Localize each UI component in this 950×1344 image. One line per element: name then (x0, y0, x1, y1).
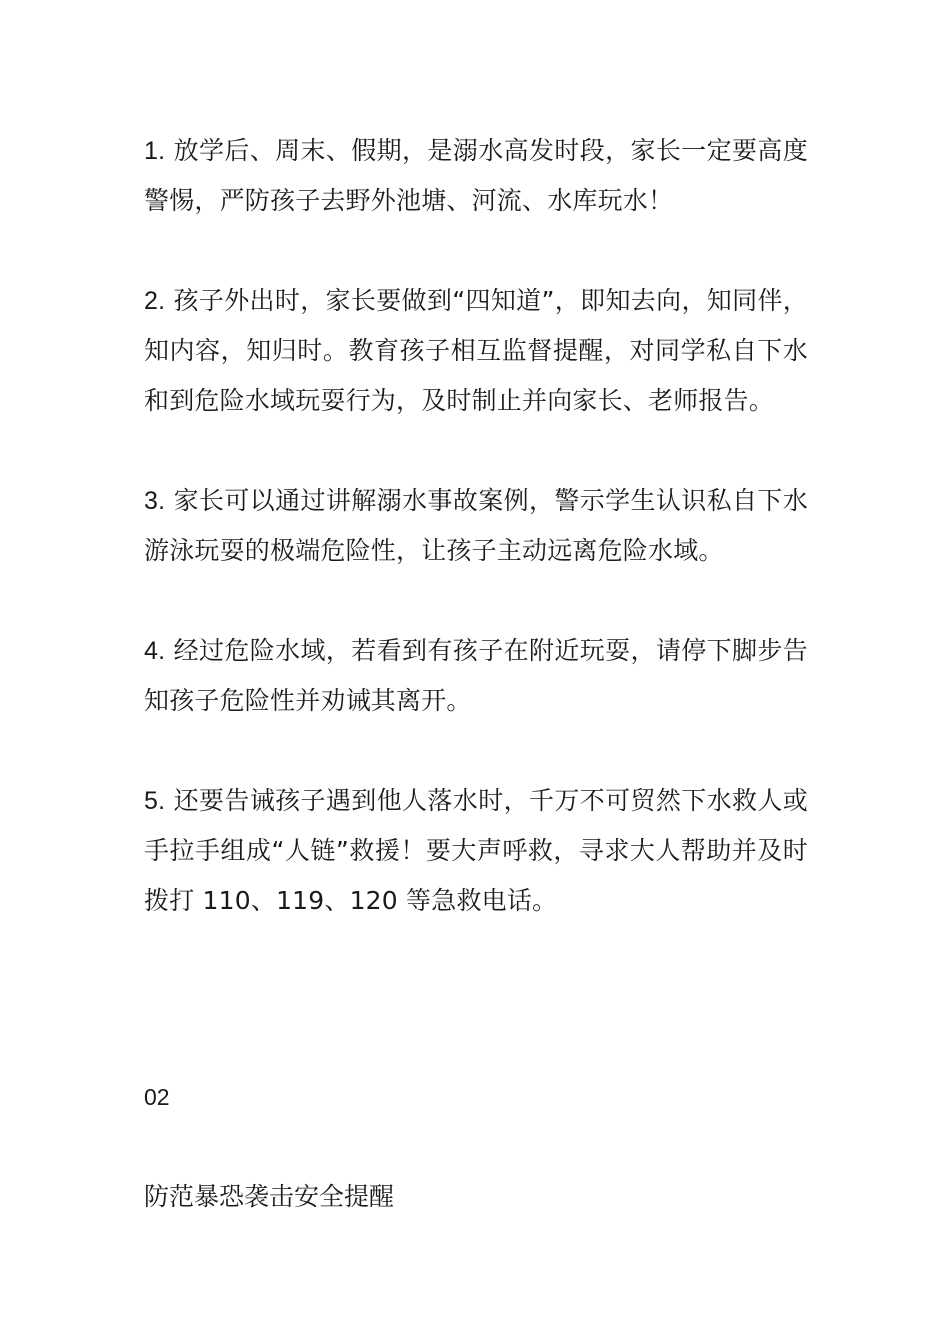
tip-paragraph-4 (144, 626, 808, 726)
tip-text: 孩子外出时，家长要做到“四知道”，即知去向，知同伴，知内容，知归时。教育孩子相互监督提醒，对同学私自下水和到危险水域玩耍行为，及时制止并向家长、老师报告。 (144, 286, 808, 415)
tip-text: 家长可以通过讲解溺水事故案例，警示学生认识私自下水游泳玩耍的极端危险性，让孩子主动远离危险水域。 (144, 486, 808, 565)
tip-number: 3. (144, 487, 166, 515)
tip-number: 2. (144, 287, 166, 315)
tip-number: 5. (144, 787, 166, 815)
tip-number: 4. (144, 637, 166, 665)
tip-paragraph-5 (144, 776, 808, 926)
tip-paragraph-1 (144, 126, 808, 226)
tip-text: 放学后、周末、假期，是溺水高发时段，家长一定要高度警惕，严防孩子去野外池塘、河流、水库玩水！ (144, 136, 808, 215)
tip-text: 经过危险水域，若看到有孩子在附近玩耍，请停下脚步告知孩子危险性并劝诫其离开。 (144, 636, 808, 715)
tip-text: 还要告诫孩子遇到他人落水时，千万不可贸然下水救人或手拉手组成“人链”救援！要大声呼救，寻求大人帮助并及时拨打 110、119、120 等急救电话。 (144, 786, 808, 915)
tip-number: 1. (144, 137, 166, 165)
section-title: 防范暴恐袭击安全提醒 (144, 1182, 395, 1211)
tip-paragraph-3 (144, 476, 808, 576)
section-number: 02 (144, 1084, 170, 1110)
tips-list (144, 126, 808, 976)
tip-paragraph-2 (144, 276, 808, 426)
